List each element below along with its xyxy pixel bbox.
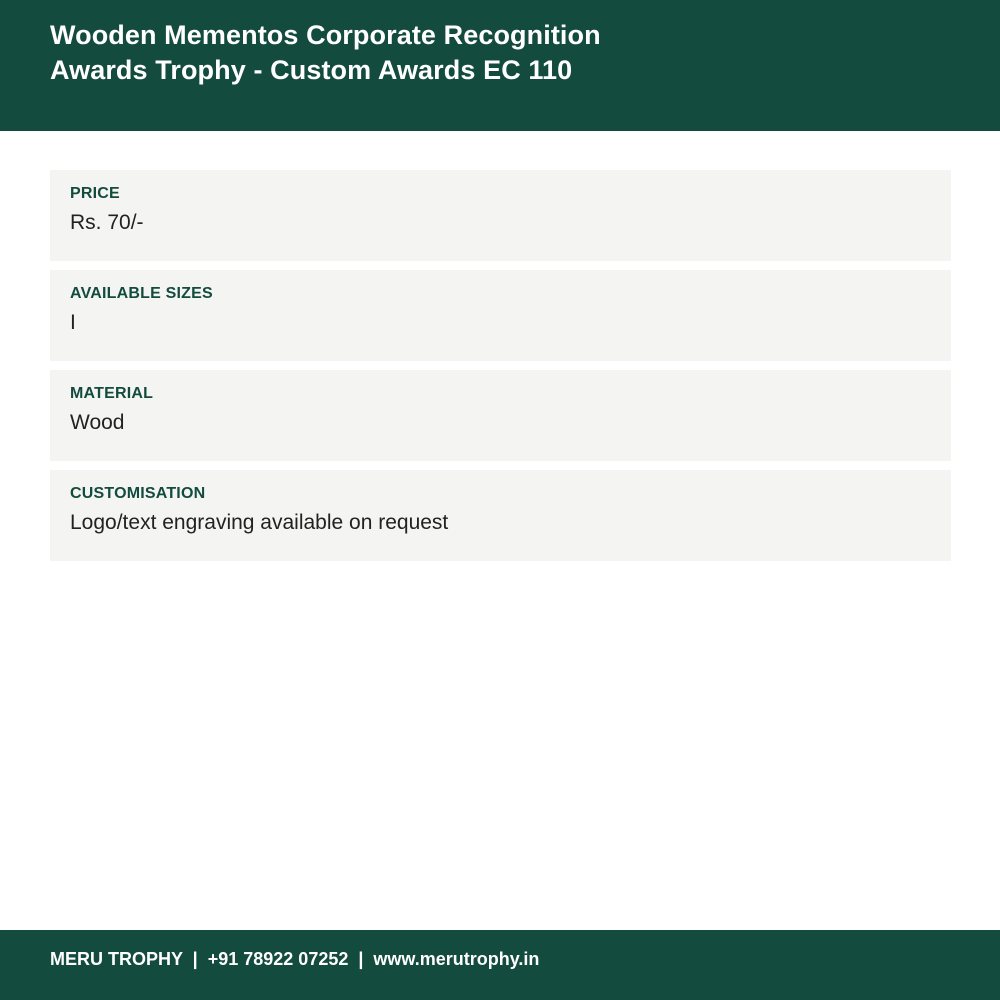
header-banner	[0, 0, 1000, 131]
customisation-value: Logo/text engraving available on request	[70, 511, 449, 534]
sizes-value: I	[70, 311, 76, 334]
detail-card-customisation	[50, 470, 951, 561]
product-details	[50, 170, 951, 570]
page-title: Wooden Mementos Corporate Recognition Awards Trophy - Custom Awards EC 110	[50, 20, 601, 85]
detail-card-sizes	[50, 270, 951, 361]
detail-card-material	[50, 370, 951, 461]
footer-contact-text: MERU TROPHY | +91 78922 07252 | www.merutrophy.in	[50, 949, 540, 969]
material-value: Wood	[70, 411, 125, 434]
customisation-label: CUSTOMISATION	[70, 485, 206, 502]
footer-banner	[0, 930, 1000, 1000]
sizes-label: AVAILABLE SIZES	[70, 285, 213, 302]
price-label: PRICE	[70, 185, 120, 202]
material-label: MATERIAL	[70, 385, 154, 402]
price-value: Rs. 70/-	[70, 211, 144, 234]
detail-card-price	[50, 170, 951, 261]
